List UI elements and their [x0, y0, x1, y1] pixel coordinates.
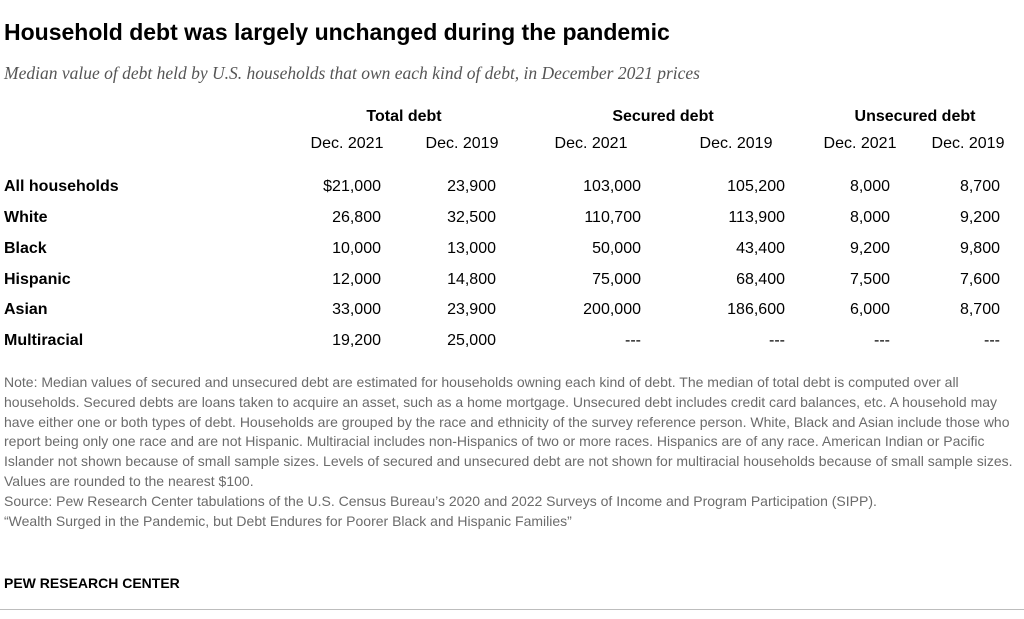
column-group-header: Unsecured debt: [854, 108, 976, 125]
column-header: Dec. 2019: [425, 135, 499, 152]
table-cell: 103,000: [583, 178, 641, 195]
table-cell: 75,000: [592, 271, 641, 288]
table-cell: 26,800: [332, 209, 381, 226]
column-header: Dec. 2021: [554, 135, 628, 152]
table-cell: ---: [874, 332, 890, 349]
table-cell: ---: [625, 332, 641, 349]
report-title-text: “Wealth Surged in the Pandemic, but Debt Endures for Poorer Black and Hispanic Families”: [4, 512, 572, 529]
table-cell: 25,000: [447, 332, 496, 349]
notes-block: [4, 373, 1014, 531]
table-cell: 23,900: [447, 301, 496, 318]
table-cell: 32,500: [447, 209, 496, 226]
note-text: Note: Median values of secured and unsecured debt are estimated for households owning each kind of debt. The median of total debt is computed over all households. Secured debts are loans taken to acquire an asset, such as a home mortgage. Unsecured debt includes credit card balances, etc. A household may have either one or both types of debt. Households are grouped by the race and ethnicity of the survey reference person. White, Black and Asian include those who report being only one race and are not Hispanic. Multiracial includes non-Hispanics of two or more races. Hispanics are of any race. American Indian or Pacific Islander not shown because of small sample sizes. Levels of secured and unsecured debt are not shown for multiracial households because of small sample sizes. Values are rounded to the nearest $100.: [4, 374, 1013, 489]
column-header: Dec. 2019: [699, 135, 773, 152]
table-cell: 8,700: [959, 301, 1000, 318]
table-cell: 19,200: [332, 332, 381, 349]
table-cell: 200,000: [583, 301, 641, 318]
table-cell: 8,700: [959, 178, 1000, 195]
row-label: Multiracial: [4, 332, 84, 349]
source-text: Source: Pew Research Center tabulations of the U.S. Census Bureau’s 2020 and 2022 Surveys of Income and Program Participation (SIPP).: [4, 492, 877, 509]
column-group-header: Secured debt: [612, 108, 714, 125]
row-label: Hispanic: [4, 271, 71, 288]
row-label: All households: [4, 178, 119, 195]
table-cell: 43,400: [736, 240, 785, 257]
row-label: Black: [4, 240, 47, 257]
column-header: Dec. 2021: [823, 135, 897, 152]
table-cell: 9,200: [959, 209, 1000, 226]
table-cell: 8,000: [849, 178, 890, 195]
table-cell: 113,900: [728, 209, 785, 226]
column-header: Dec. 2019: [931, 135, 1005, 152]
table-cell: 110,700: [584, 209, 641, 226]
table-cell: 68,400: [736, 271, 785, 288]
chart-subtitle: Median value of debt held by U.S. households that own each kind of debt, in December 2021 prices: [4, 63, 700, 83]
table-cell: 7,600: [959, 271, 1000, 288]
chart-title: Household debt was largely unchanged during the pandemic: [4, 19, 670, 45]
table-cell: 12,000: [332, 271, 381, 288]
column-group-header: Total debt: [366, 108, 442, 125]
row-label: White: [4, 209, 48, 226]
table-cell: 10,000: [332, 240, 381, 257]
table-cell: 13,000: [447, 240, 496, 257]
bottom-divider: [0, 609, 1024, 610]
table-cell: 8,000: [849, 209, 890, 226]
column-header: Dec. 2021: [310, 135, 384, 152]
table-cell: 7,500: [849, 271, 890, 288]
table-cell: ---: [984, 332, 1000, 349]
table-cell: 105,200: [727, 178, 785, 195]
table-cell: ---: [769, 332, 785, 349]
table-cell: $21,000: [323, 178, 381, 195]
table-cell: 50,000: [592, 240, 641, 257]
pew-credit: PEW RESEARCH CENTER: [4, 575, 180, 591]
table-cell: 14,800: [447, 271, 496, 288]
table-cell: 9,800: [959, 240, 1000, 257]
table-cell: 23,900: [447, 178, 496, 195]
table-cell: 186,600: [727, 301, 785, 318]
row-label: Asian: [4, 301, 48, 318]
table-cell: 33,000: [332, 301, 381, 318]
table-cell: 9,200: [849, 240, 890, 257]
table-cell: 6,000: [849, 301, 890, 318]
